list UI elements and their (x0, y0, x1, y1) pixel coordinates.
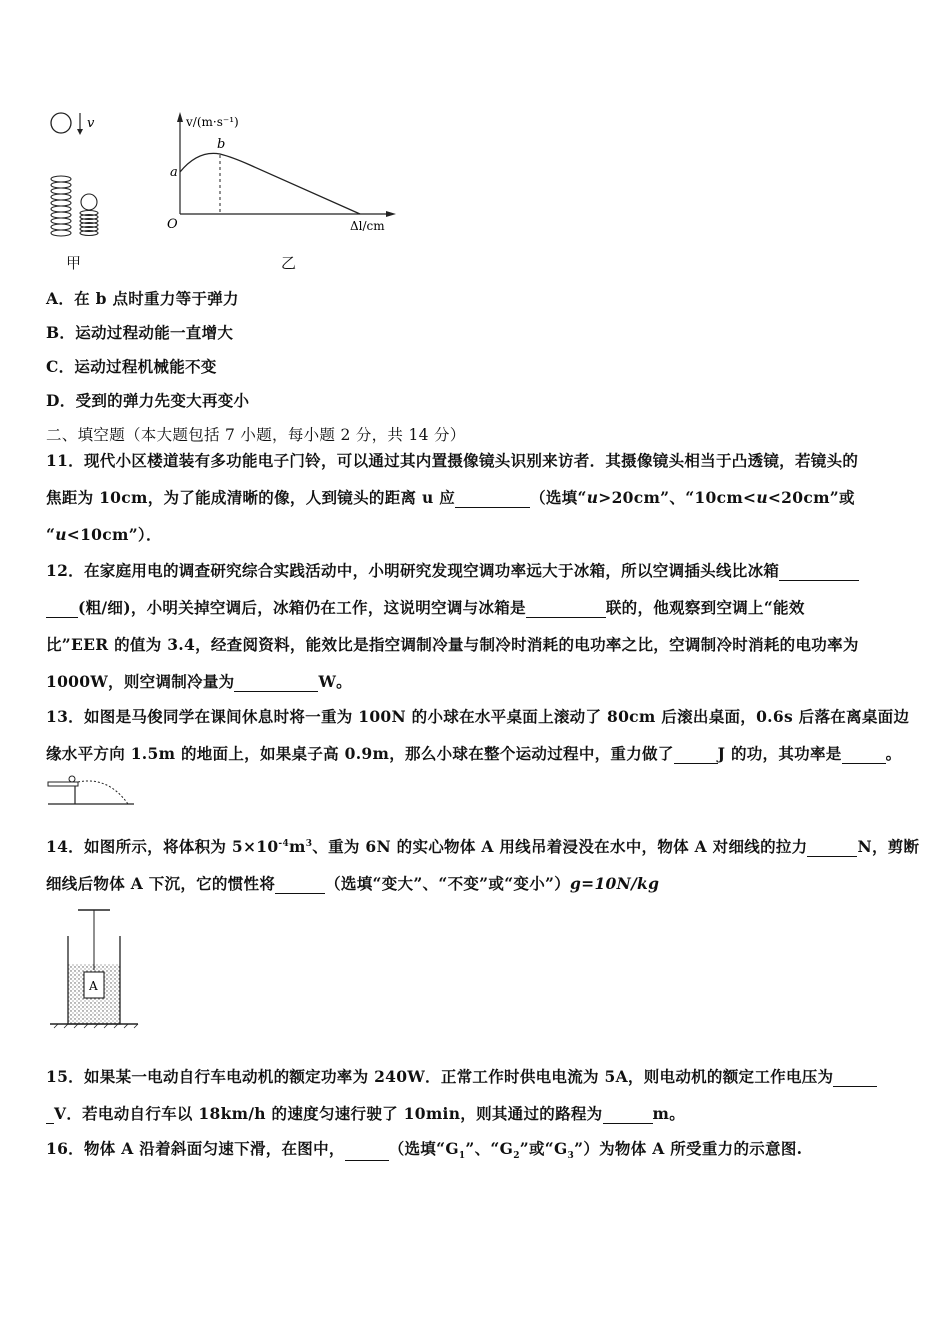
velocity-label: v (87, 116, 95, 131)
q13-line1: 13．如图是马俊同学在课间休息时将一重为 100N 的小球在水平桌面上滚动了 80cm 后滚出桌面，0.6s 后落在离桌面边 (46, 707, 910, 726)
falling-ball (51, 113, 71, 133)
q15-blank1[interactable] (833, 1071, 877, 1088)
q11-line3: “u<10cm”）． (46, 525, 162, 544)
q12-line4: 1000W，则空调制冷量为 W。 (46, 672, 352, 691)
origin-label: O (167, 217, 178, 232)
figure-yi-label: 乙 (281, 254, 297, 272)
q14-blank2[interactable] (275, 878, 325, 895)
figure-jia-label: 甲 (66, 254, 82, 272)
velocity-arrowhead (77, 129, 83, 135)
y-axis-label: v/(m·s⁻¹) (186, 115, 239, 129)
figure-yi-graph (160, 108, 400, 238)
velocity-curve (180, 153, 360, 214)
q12-blank2[interactable] (526, 602, 606, 619)
q14-beaker-figure (46, 906, 146, 1030)
figure-jia (40, 105, 110, 240)
point-b-label: b (217, 137, 226, 152)
q12-blank3[interactable] (234, 676, 318, 693)
q13-line2: 缘水平方向 1.5m 的地面上，如果桌子高 0.9m，那么小球在整个运动过程中，重力做了 J 的功，其功率是 。 (46, 744, 902, 763)
q15-blank2[interactable] (603, 1108, 653, 1125)
q13-blank1[interactable] (674, 748, 718, 765)
choice-c: C．运动过程机械能不变 (46, 357, 217, 376)
q12-line2: (粗/细)，小明关掉空调后，冰箱仍在工作，这说明空调与冰箱是 联的，他观察到空调上“能效 (46, 596, 805, 618)
q14-line1: 14．如图所示，将体积为 $5\times 10^{-4}m^3$、重为 6N 的实心物体 A 用线吊着浸没在水中，物体 A 对细线的拉力 N，剪断 (46, 837, 920, 856)
q12-line1: 12．在家庭用电的调查研究综合实践活动中，小明研究发现空调功率远大于冰箱，所以空调插头线比冰箱 (46, 559, 859, 581)
block-a-label: A (89, 979, 98, 993)
ball-trajectory (78, 781, 128, 804)
q14-blank1[interactable] (807, 841, 857, 858)
q15-line2: V．若电动自行车以 18km/h 的速度匀速行驶了 10min，则其通过的路程为 m。 (46, 1102, 685, 1124)
table-ball (69, 776, 75, 782)
q12-blank1-cont[interactable] (46, 602, 78, 619)
spring-left (51, 176, 71, 236)
section-title: 二、填空题（本大题包括 7 小题，每小题 2 分，共 14 分） (46, 426, 466, 444)
q13-table-figure (46, 772, 136, 808)
q11-line2: 焦距为 10cm，为了能成清晰的像，人到镜头的距离 u 应 （选填“u>20cm”、“10cm<u<20cm”或 (46, 488, 855, 507)
q15-line1: 15．如果某一电动自行车电动机的额定功率为 240W．正常工作时供电电流为 5A，则电动机的额定工作电压为 (46, 1065, 877, 1087)
q12-line3: 比”EER 的值为 3.4，经查阅资料，能效比是指空调制冷量与制冷时消耗的电功率之比，空调制冷时消耗的电功率为 (46, 635, 859, 654)
q16-line1: 16．物体 A 沿着斜面匀速下滑，在图中， （选填“$G_1$”、“$G_2$”或“$G_3$”）为物体 A 所受重力的示意图. (46, 1139, 803, 1162)
q11-line1: 11．现代小区楼道装有多功能电子门铃，可以通过其内置摄像镜头识别来访者．其摄像镜头相当于凸透镜，若镜头的 (46, 451, 859, 470)
q16-blank[interactable] (345, 1145, 389, 1162)
choice-b: B．运动过程动能一直增大 (46, 323, 234, 342)
spring-right-compressed (80, 194, 98, 236)
table-top (48, 782, 78, 786)
choice-d: D．受到的弹力先变大再变小 (46, 391, 250, 410)
q13-blank2[interactable] (842, 748, 886, 765)
q11-blank[interactable] (455, 492, 530, 509)
q14-line2: 细线后物体 A 下沉，它的惯性将 （选填“变大”、“不变”或“变小”）g=10N/kg (46, 874, 660, 893)
y-axis-arrowhead (177, 112, 183, 122)
q15-blank1-cont[interactable] (46, 1108, 54, 1125)
x-axis-label: Δl/cm (350, 219, 385, 233)
point-a-label: a (170, 165, 178, 180)
q12-blank1[interactable] (779, 565, 859, 582)
choice-a: A．在 b 点时重力等于弹力 (46, 289, 239, 308)
x-axis-arrowhead (386, 211, 396, 217)
